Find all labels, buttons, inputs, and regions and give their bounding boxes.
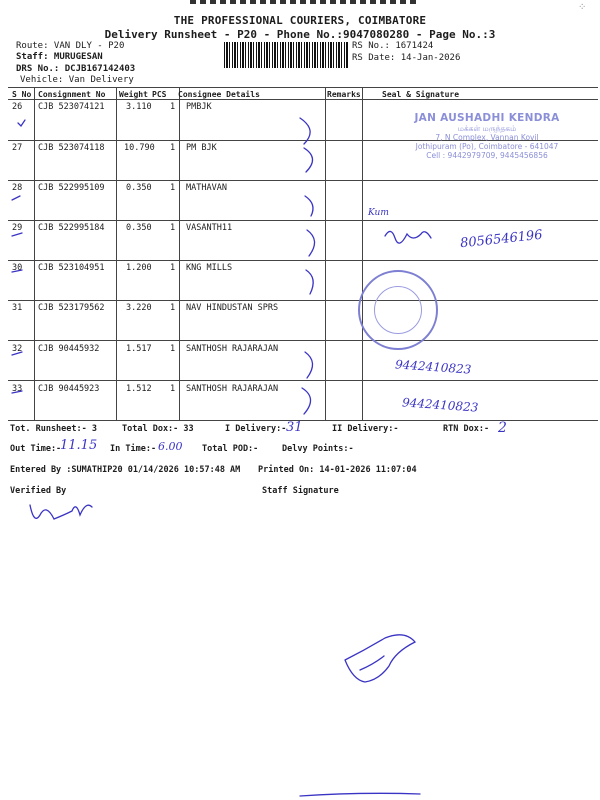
remark-handwritten: Kum <box>368 208 389 218</box>
rtn-dox-label: RTN Dox:- <box>443 424 490 434</box>
row-consignment: CJB 90445923 <box>38 384 100 394</box>
bracket-stroke <box>305 196 313 216</box>
runsheet-subtitle: Delivery Runsheet - P20 - Phone No.:9047080280 - Page No.:3 <box>104 28 496 41</box>
row-pcs: 1 <box>170 183 176 193</box>
total-runsheet: Tot. Runsheet:- 3 <box>10 424 97 434</box>
total-dox: Total Dox:- 33 <box>122 424 194 434</box>
handwritten-phone-1: 8056546196 <box>459 227 544 252</box>
row-weight: 1.200 <box>126 263 152 273</box>
rs-date: RS Date: 14-Jan-2026 <box>352 53 461 63</box>
in-time-label: In Time:- <box>110 444 157 454</box>
row-pcs: 1 <box>170 344 176 354</box>
row-consignee: MATHAVAN <box>186 183 227 193</box>
row-weight: 1.512 <box>126 384 152 394</box>
row-consignee: PM BJK <box>186 143 217 153</box>
signature-squiggle <box>385 231 431 243</box>
row-consignment: CJB 523104951 <box>38 263 105 273</box>
bracket-stroke <box>305 352 313 378</box>
row-consignment: CJB 522995109 <box>38 183 105 193</box>
verified-signature <box>30 505 92 519</box>
row-sno: 28 <box>12 183 23 193</box>
bracket-stroke <box>307 230 315 256</box>
vehicle-label: Vehicle: Van Delivery <box>20 75 134 85</box>
drs-number: DRS No.: DCJB167142403 <box>16 64 136 74</box>
in-time-value: 6.00 <box>158 440 183 453</box>
tick-mark <box>12 391 22 393</box>
printed-on: Printed On: 14-01-2026 11:07:04 <box>258 465 417 475</box>
row-sno: 29 <box>12 223 23 233</box>
row-pcs: 1 <box>170 143 176 153</box>
total-pod-label: Total POD:- <box>202 444 259 454</box>
row-consignee: NAV HINDUSTAN SPRS <box>186 303 279 313</box>
col-header-weight: Weight <box>119 90 148 99</box>
col-header-pcs: PCS <box>152 90 167 99</box>
scribble-mark <box>360 656 384 670</box>
staff-label: Staff: MURUGESAN <box>16 52 103 62</box>
row-consignee: KNG MILLS <box>186 263 233 273</box>
company-title: THE PROFESSIONAL COURIERS, COIMBATORE <box>173 14 427 27</box>
out-time-label: Out Time:- <box>10 444 62 454</box>
stamp-cell: Cell : 9442979709, 9445456856 <box>426 151 548 160</box>
row-pcs: 1 <box>170 223 176 233</box>
rs-number: RS No.: 1671424 <box>352 41 434 51</box>
row-consignment: CJB 522995184 <box>38 223 105 233</box>
row-consignment: CJB 523179562 <box>38 303 105 313</box>
row-sno: 32 <box>12 344 23 354</box>
handwritten-phone-3: 9442410823 <box>401 395 479 415</box>
out-time-value: 11.15 <box>60 438 98 453</box>
scan-speck: ⁘ <box>578 2 587 13</box>
row-weight: 10.790 <box>124 143 155 153</box>
tick-mark <box>18 120 25 126</box>
row-consignment: CJB 523074121 <box>38 102 105 112</box>
handwritten-phone-2: 9442410823 <box>394 357 472 377</box>
row-sno: 31 <box>12 303 23 313</box>
stamp-address-1: 7, N Complex, Vannan Kovil <box>435 133 539 142</box>
staff-signature-label: Staff Signature <box>262 486 339 496</box>
row-weight: 1.517 <box>126 344 152 354</box>
row-consignee: VASANTH11 <box>186 223 233 233</box>
bracket-stroke <box>302 388 311 414</box>
row-consignee: SANTHOSH RAJARAJAN <box>186 344 279 354</box>
stamp-name: JAN AUSHADHI KENDRA <box>414 112 560 124</box>
row-pcs: 1 <box>170 384 176 394</box>
bracket-stroke <box>300 118 310 144</box>
bracket-stroke <box>304 148 313 172</box>
col-header-consignment: Consignment No <box>38 90 106 99</box>
col-header-remarks: Remarks <box>327 90 361 99</box>
stamp-tamil: மக்கள் மருந்தகம் <box>457 124 517 133</box>
row-pcs: 1 <box>170 303 176 313</box>
edge-stroke <box>300 793 420 796</box>
row-sno: 26 <box>12 102 23 112</box>
row-sno: 33 <box>12 384 23 394</box>
delvy-points-label: Delvy Points:- <box>282 444 354 454</box>
bracket-stroke <box>306 270 313 294</box>
row-weight: 0.350 <box>126 183 152 193</box>
tick-mark <box>12 352 22 355</box>
row-weight: 0.350 <box>126 223 152 233</box>
col-header-seal: Seal & Signature <box>382 90 460 99</box>
rtn-dox-value: 2 <box>498 420 507 436</box>
i-delivery-label: I Delivery:- <box>225 424 287 434</box>
col-header-consignee: Consignee Details <box>178 90 260 99</box>
row-consignment: CJB 523074118 <box>38 143 105 153</box>
row-sno: 27 <box>12 143 23 153</box>
route-label: Route: VAN DLY - P20 <box>16 41 125 51</box>
row-consignment: CJB 90445932 <box>38 344 100 354</box>
col-header-sno: S No <box>12 90 32 99</box>
row-pcs: 1 <box>170 102 176 112</box>
row-consignee: PMBJK <box>186 102 212 112</box>
tick-mark <box>12 233 22 236</box>
entered-by: Entered By :SUMATHIP20 01/14/2026 10:57:48 AM <box>10 465 241 475</box>
row-weight: 3.110 <box>126 102 152 112</box>
row-pcs: 1 <box>170 263 176 273</box>
row-weight: 3.220 <box>126 303 152 313</box>
tick-mark <box>12 196 20 200</box>
i-delivery-value: 31 <box>286 420 303 435</box>
verified-by-label: Verified By <box>10 486 67 496</box>
stamp-address-2: Jothipuram (Po), Coimbatore - 641047 <box>415 142 559 151</box>
row-sno: 30 <box>12 263 23 273</box>
row-consignee: SANTHOSH RAJARAJAN <box>186 384 279 394</box>
tick-mark <box>12 270 22 272</box>
ii-delivery-label: II Delivery:- <box>332 424 399 434</box>
